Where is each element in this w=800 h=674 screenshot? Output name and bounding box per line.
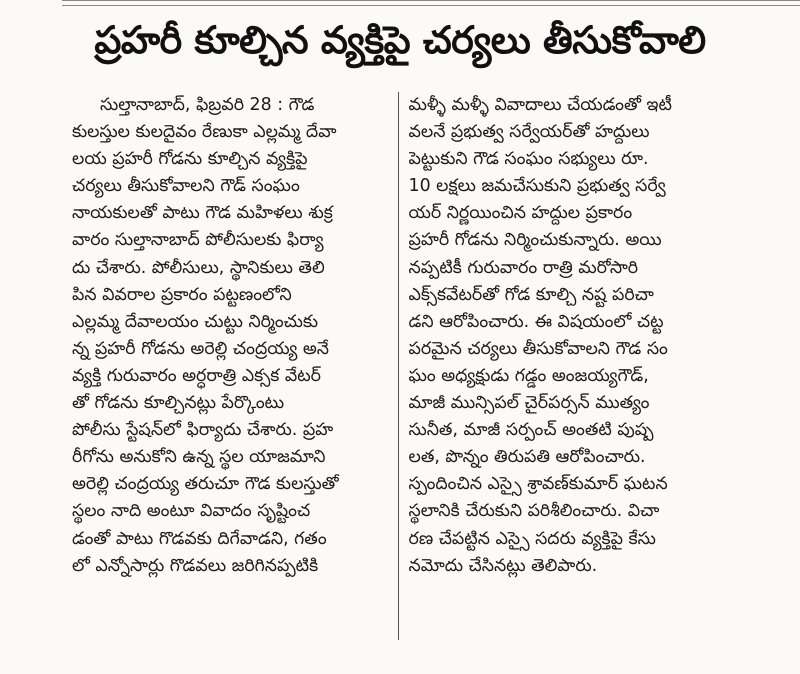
text-line: మళ్ళీ మళ్ళీ వివాదాలు చేయడంతో ఇటీ — [408, 95, 672, 115]
text-line: పిన వివరాల ప్రకారం పట్టణంలోని — [72, 284, 292, 305]
text-line: స్థలం నాది అంటూ వివాదం సృష్టించ — [72, 501, 311, 522]
text-line: పరమైన చర్యలు తీసుకోవాలని గౌడ సం — [408, 338, 668, 359]
text-line: లయ ప్రహరీ గోడను కూల్చిన వ్యక్తిపై — [72, 149, 308, 170]
text-line: ఘం అధ్యక్షుడు గడ్డం అంజయ్యగౌడ్, — [408, 365, 649, 386]
text-line: రీగోను అనుకోని ఉన్న స్థల యాజమాని — [72, 447, 326, 468]
text-line: మాజీ మున్సిపల్ చైర్‌పర్సన్ ముత్యం — [408, 393, 650, 414]
top-rule — [62, 0, 800, 6]
text-line: ఎక్స్‌కవేటర్‌తో గోడ కూల్చి నష్ట పరిచా — [408, 284, 654, 305]
text-line: 10 లక్షలు జమచేసుకుని ప్రభుత్వ సర్వే — [408, 176, 666, 197]
text-line: వ్యక్తి గురువారం అర్ధరాత్రి ఎక్సక వేటర్ — [72, 365, 321, 386]
article-column-right — [399, 92, 725, 640]
text-line: పోలీసు స్టేషన్‌లో ఫిర్యాదు చేశారు. ప్రహ — [72, 420, 334, 441]
text-line: ప్రహరీ గోడను నిర్మించుకున్నారు. అయి — [408, 230, 662, 251]
text-line: యర్ నిర్ణయించిన హద్దుల ప్రకారం — [408, 203, 633, 224]
text-line: లో ఎన్నోసార్లు గొడవలు జరిగినప్పటికి — [72, 555, 319, 576]
article-body — [72, 92, 724, 640]
text-line: తో గోడను కూల్చినట్లు పేర్కొంటు — [72, 393, 285, 414]
text-line: నమోదు చేసినట్లు తెలిపారు. — [408, 555, 598, 576]
text-line: దు చేశారు. పోలీసులు, స్థానికులు తెలి — [72, 257, 325, 278]
text-line: నప్పటికీ గురువారం రాత్రి మరోసారి — [408, 257, 639, 278]
text-line: రణ చేపట్టిన ఎస్సై సదరు వ్యక్తిపై కేసు — [408, 528, 656, 549]
text-line: స్పందించిన ఎస్సై శ్రావణ్‌కుమార్ ఘటన — [408, 474, 668, 495]
headline: ప్రహరీ కూల్చిన వ్యక్తిపై చర్యలు తీసుకోవాలి — [94, 18, 706, 62]
text-line: న్న ప్రహరీ గోడను అరెల్లి చంద్రయ్య అనే — [72, 338, 330, 359]
text-line: వారం సుల్తానాబాద్ పోలీసులకు ఫిర్యా — [72, 230, 324, 251]
text-line: డంతో పాటు గొడవకు దిగేవాడని, గతం — [72, 528, 327, 549]
text-line: సుల్తానాబాద్, ఫిబ్రవరి 28 : గౌడ — [100, 95, 315, 115]
article-column-left — [72, 92, 398, 640]
text-line: అరెల్లి చంద్రయ్య తరుచూ గౌడ కులస్తుతో — [72, 474, 339, 495]
text-line: ఎల్లమ్మ దేవాలయం చుట్టు నిర్మించుకు — [72, 311, 318, 332]
text-line: నాయకులతో పాటు గౌడ మహిళలు శుక్ర — [72, 203, 333, 224]
text-line: లత, పొన్నం తిరుపతి ఆరోపించారు. — [408, 447, 646, 468]
text-line: డని ఆరోపించారు. ఈ విషయంలో చట్ట — [408, 311, 664, 332]
text-line: చర్యలు తీసుకోవాలని గౌడ్ సంఘం — [72, 176, 300, 197]
text-line: పెట్టుకుని గౌడ సంఘం సభ్యులు రూ. — [408, 149, 649, 170]
text-line: వలనే ప్రభుత్వ సర్వేయర్‌తో హద్దులు — [408, 122, 650, 143]
text-line: సునీత, మాజీ సర్పంచ్ అంతటి పుష్ప — [408, 420, 654, 441]
text-line: స్థలానికి చేరుకుని పరిశీలించారు. విచా — [408, 501, 660, 522]
text-line: కులస్తుల కులదైవం రేణుకా ఎల్లమ్మ దేవా — [72, 122, 337, 143]
